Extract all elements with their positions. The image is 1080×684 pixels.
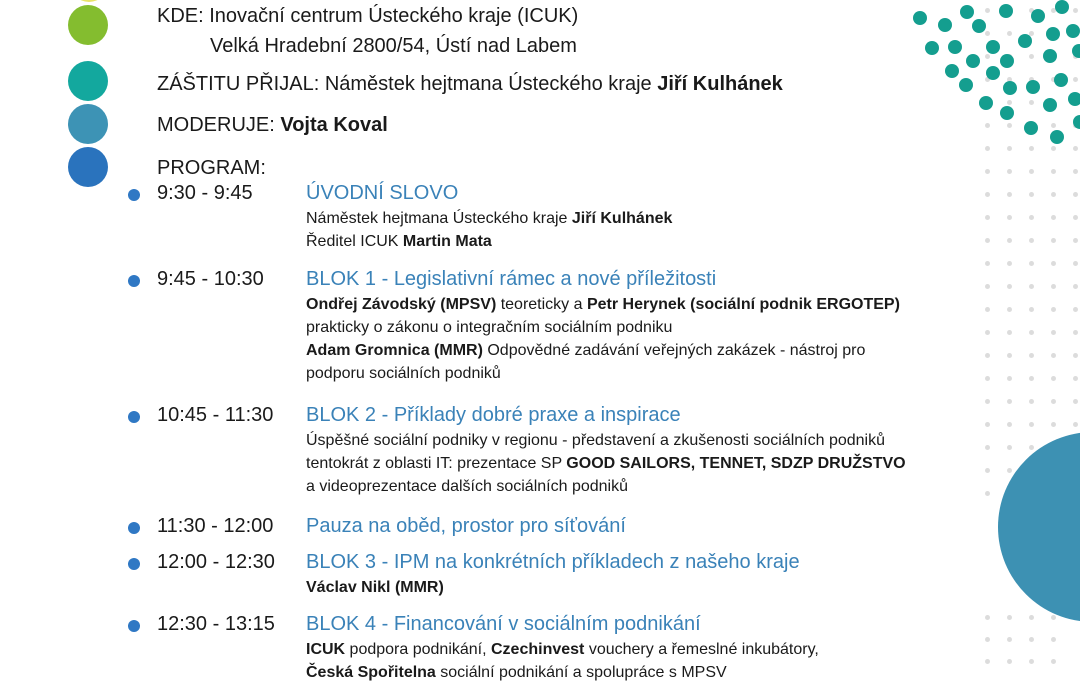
program-description-line (306, 638, 819, 661)
lime-circle-icon (68, 5, 108, 45)
speaker-name: Václav Nikl (MMR) (306, 579, 444, 596)
speaker-name: Martin Mata (402, 233, 492, 250)
program-title: BLOK 4 - Financování v sociálním podnikání (306, 613, 701, 635)
bullet-icon (128, 189, 140, 201)
bullet-icon (128, 620, 140, 632)
decorative-yellow-circle (70, 0, 108, 2)
speaker-name: Adam Gromnica (MMR) (306, 342, 483, 359)
bullet-icon (128, 275, 140, 287)
description-text: podpora podnikání, (345, 641, 491, 658)
program-description-line (306, 362, 501, 385)
program-time: 12:00 - 12:30 (157, 551, 275, 573)
patronage-name: Jiří Kulhánek (657, 73, 783, 95)
program-description-line (306, 316, 672, 339)
location-value: Inovační centrum Ústeckého kraje (ICUK) (209, 5, 579, 27)
blue-circle-icon (68, 147, 108, 187)
speaker-name: Czechinvest (491, 641, 585, 658)
description-text: podporu sociálních podniků (306, 365, 501, 382)
program-description-line (306, 429, 885, 452)
program-title: BLOK 2 - Příklady dobré praxe a inspirace (306, 404, 681, 426)
program-description-line (306, 452, 906, 475)
speaker-name: Jiří Kulhánek (571, 210, 673, 227)
description-text: Náměstek hejtmana Ústeckého kraje (306, 210, 572, 227)
bullet-icon (128, 522, 140, 534)
location-label: KDE: (157, 5, 204, 27)
decorative-large-circle (998, 432, 1080, 622)
description-text: vouchery a řemeslné inkubátory, (584, 641, 819, 658)
program-description-line (306, 661, 727, 684)
description-text: Odpovědné zadávání veřejných zakázek - nástroj pro (482, 342, 866, 359)
program-description-line (306, 230, 492, 253)
speaker-name: Petr Herynek (sociální podnik ERGOTEP) (586, 296, 900, 313)
description-text: tentokrát z oblasti IT: prezentace SP (306, 455, 567, 472)
description-text: teoreticky a (496, 296, 587, 313)
speaker-name: GOOD SAILORS, TENNET, SDZP DRUŽSTVO (566, 455, 906, 472)
speaker-name: Česká Spořitelna (306, 664, 436, 681)
speaker-name: ICUK (306, 641, 346, 658)
program-time: 9:45 - 10:30 (157, 268, 264, 290)
program-description-line (306, 293, 900, 316)
moderator-label: MODERUJE: (157, 114, 275, 136)
moderator-line (157, 113, 388, 137)
speaker-name: Ondřej Závodský (MPSV) (306, 296, 497, 313)
steel-blue-circle-icon (68, 104, 108, 144)
description-text: sociální podnikání a spolupráce s MPSV (435, 664, 727, 681)
bullet-icon (128, 558, 140, 570)
moderator-name: Vojta Koval (280, 114, 388, 136)
location-line (157, 4, 578, 28)
program-title: BLOK 1 - Legislativní rámec a nové příležitosti (306, 268, 717, 290)
description-text: Ředitel ICUK (306, 233, 403, 250)
location-address: Velká Hradební 2800/54, Ústí nad Labem (210, 35, 577, 57)
program-title: ÚVODNÍ SLOVO (306, 182, 459, 204)
description-text: prakticky o zákonu o integračním sociálním podniku (306, 319, 673, 336)
program-time: 10:45 - 11:30 (157, 404, 274, 426)
program-title: BLOK 3 - IPM na konkrétních příkladech z našeho kraje (306, 551, 800, 573)
program-heading: PROGRAM: (157, 157, 266, 179)
program-time: 9:30 - 9:45 (157, 182, 253, 204)
description-text: a videoprezentace dalších sociálních podniků (306, 478, 628, 495)
bullet-icon (128, 411, 140, 423)
patronage-label: ZÁŠTITU PŘIJAL: (157, 73, 320, 95)
program-time: 12:30 - 13:15 (157, 613, 275, 635)
program-description-line (306, 339, 865, 362)
program-description-line (306, 576, 444, 599)
program-description-line (306, 475, 628, 498)
program-title: Pauza na oběd, prostor pro síťování (306, 515, 626, 537)
patronage-value: Náměstek hejtmana Ústeckého kraje (324, 73, 652, 95)
patronage-line (157, 72, 783, 96)
program-time: 11:30 - 12:00 (157, 515, 274, 537)
program-description-line (306, 207, 672, 230)
teal-circle-icon (68, 61, 108, 101)
description-text: Úspěšné sociální podniky v regionu - představení a zkušenosti sociálních podniků (306, 432, 885, 449)
